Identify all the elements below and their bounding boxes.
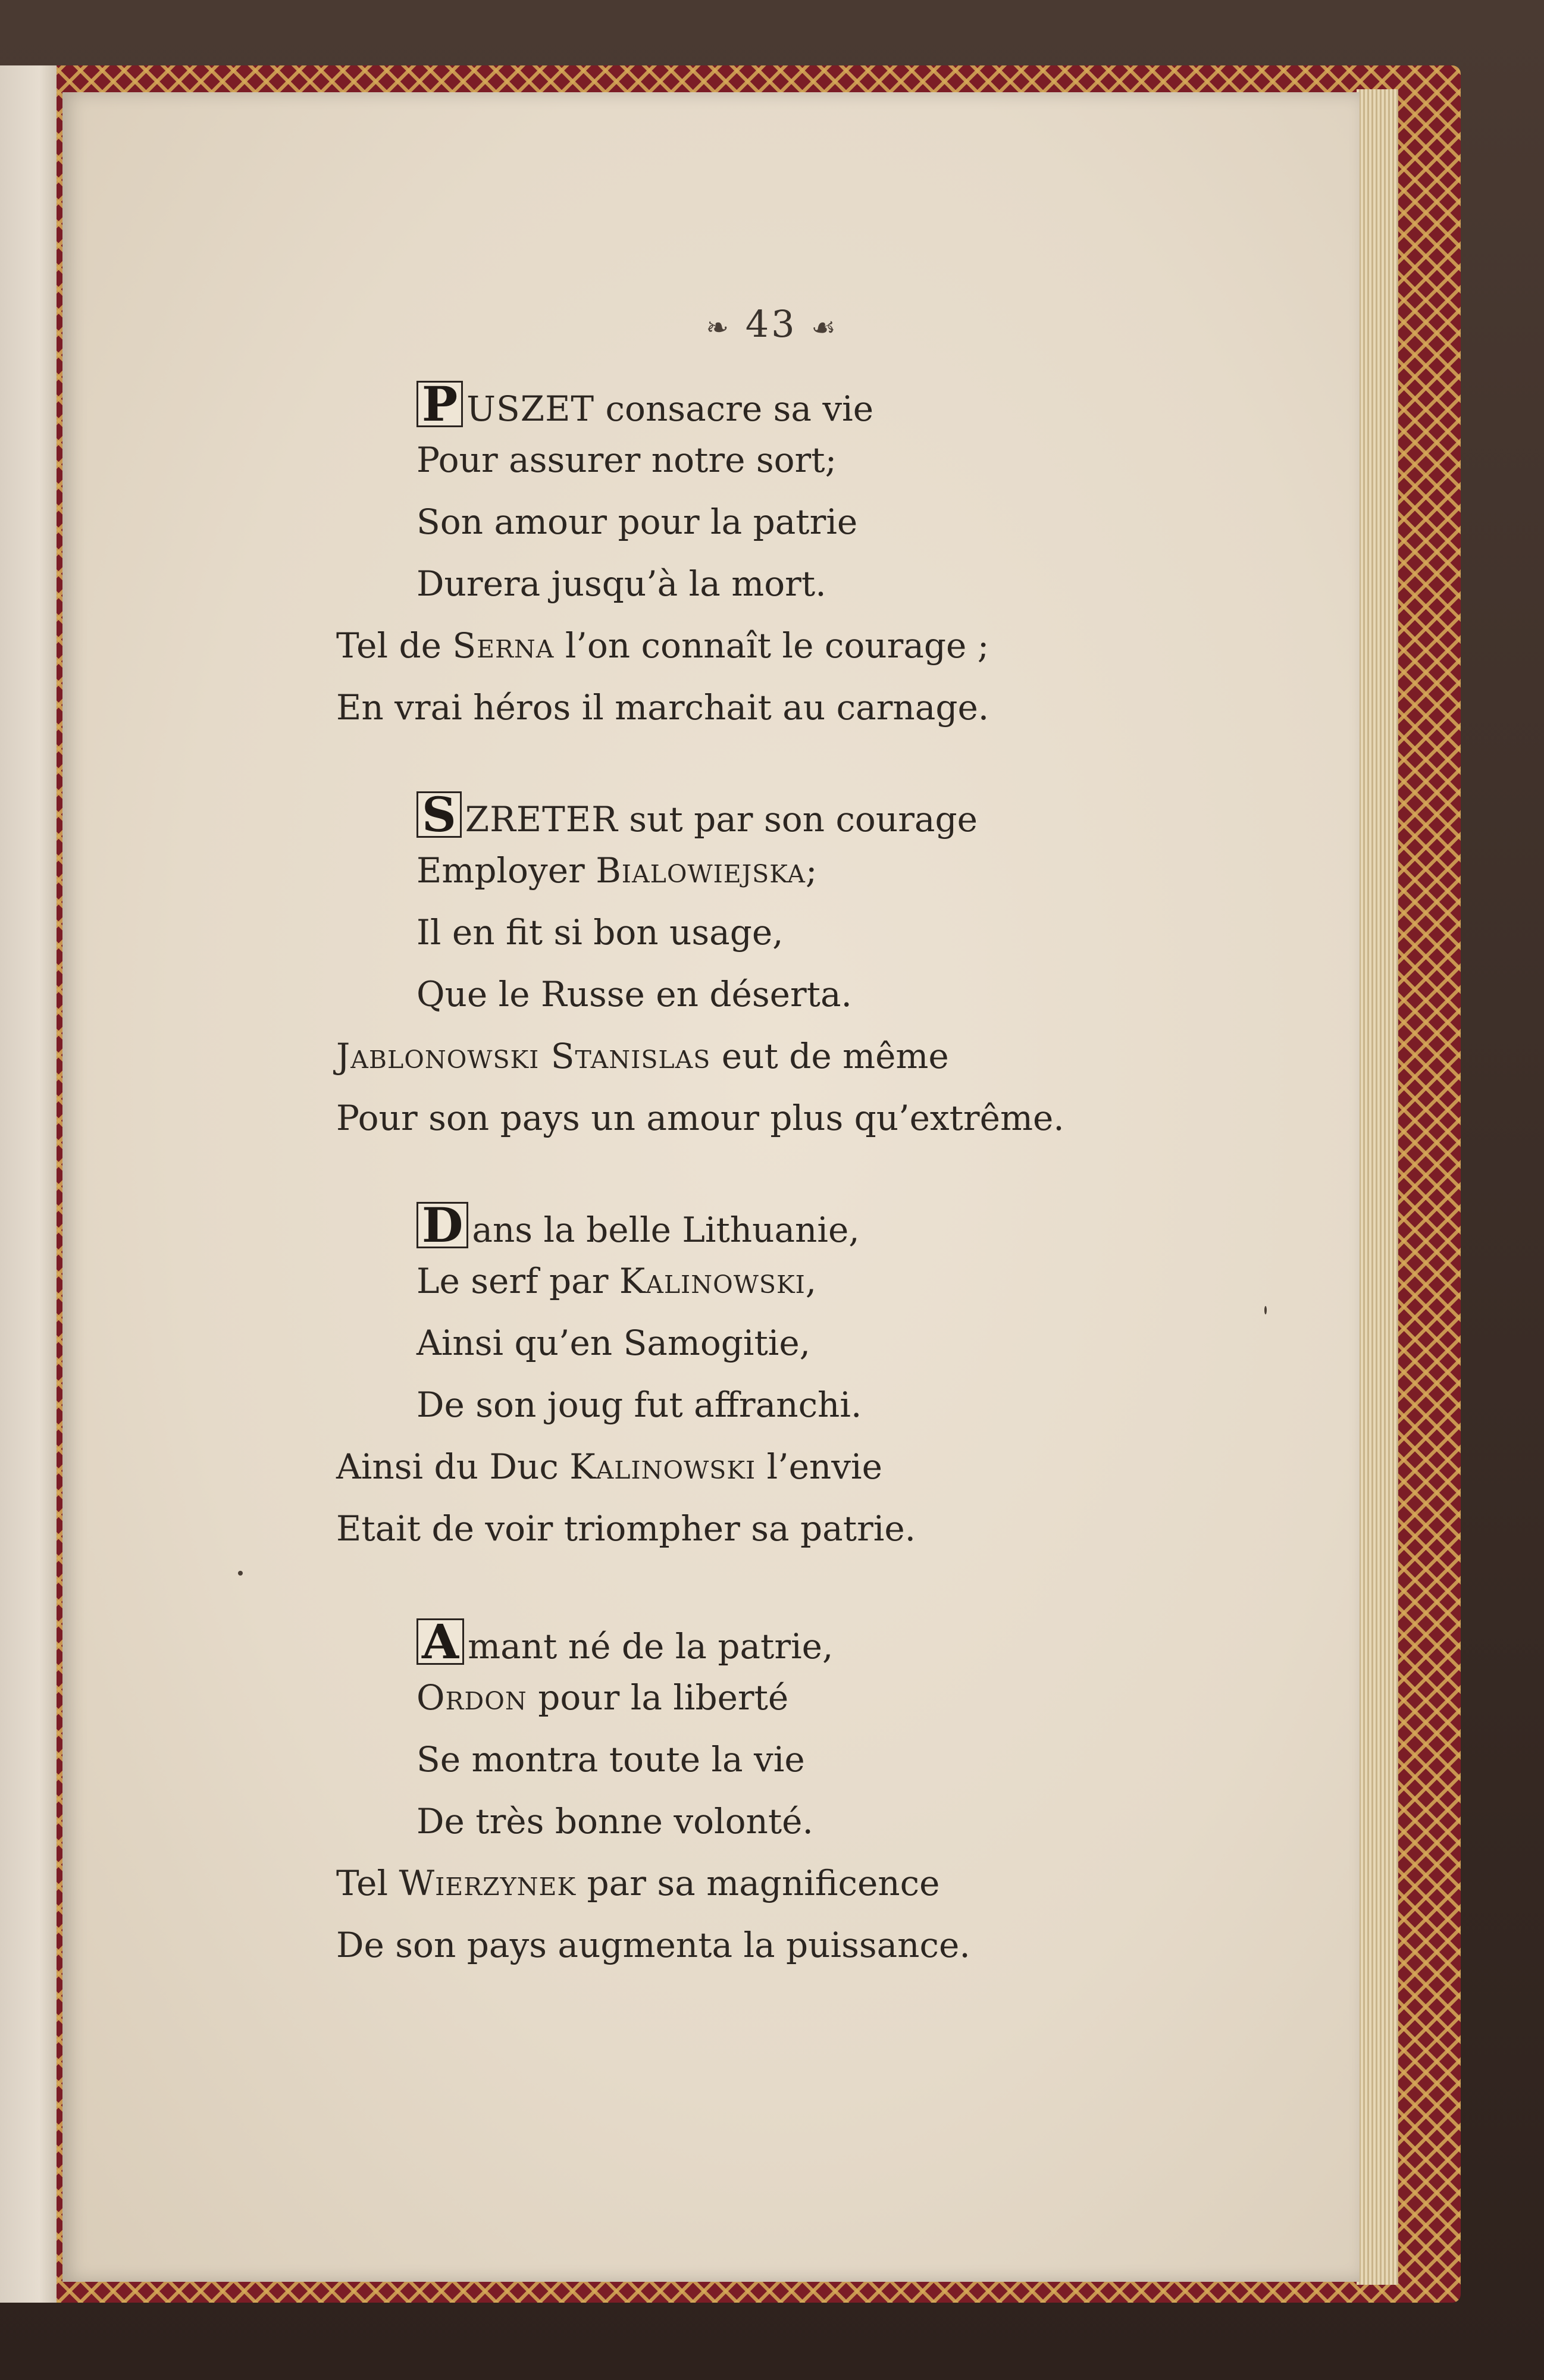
line-text: Pour son pays un amour plus qu’extrême. xyxy=(336,1098,1064,1138)
line-text: ; xyxy=(805,850,818,891)
poem-line xyxy=(416,1801,813,1842)
proper-name: Jablonowski Stanislas xyxy=(336,1036,711,1076)
drop-cap-initial: P xyxy=(416,381,463,427)
poem-line xyxy=(416,502,858,542)
line-text: De son pays augmenta la puissance. xyxy=(336,1925,970,1965)
poem-line xyxy=(416,563,826,604)
line-text: eut de même xyxy=(710,1036,949,1076)
poem-line xyxy=(416,1739,805,1780)
line-text: l’on connaît le courage ; xyxy=(554,625,989,666)
poem-line xyxy=(416,1677,789,1718)
poem-line xyxy=(416,974,852,1014)
drop-cap-initial: S xyxy=(416,791,462,838)
proper-name: Ordon xyxy=(416,1677,527,1718)
line-text: Que le Russe en déserta. xyxy=(416,974,852,1014)
proper-name: ZRETER xyxy=(465,799,618,840)
page-number: 43 xyxy=(745,302,797,346)
line-text: consacre sa vie xyxy=(594,389,874,429)
left-ornament-icon: ❧ xyxy=(706,311,731,343)
paper-speck xyxy=(238,1571,243,1576)
line-text: De très bonne volonté. xyxy=(416,1801,813,1842)
line-text: En vrai héros il marchait au carnage. xyxy=(336,687,989,728)
poem-line xyxy=(336,1446,882,1487)
line-text: l’envie xyxy=(756,1446,882,1487)
page-block-edge xyxy=(1357,89,1398,2285)
line-text: ans la belle Lithuanie, xyxy=(472,1210,860,1250)
line-text: , xyxy=(805,1261,817,1301)
paper-speck xyxy=(1264,1306,1267,1314)
poem-line xyxy=(336,1098,1064,1138)
line-text: mant né de la patrie, xyxy=(468,1626,834,1667)
poem-line xyxy=(336,1036,949,1076)
line-text: Son amour pour la patrie xyxy=(416,502,858,542)
poem-line xyxy=(416,1614,834,1670)
page-header xyxy=(0,302,1544,346)
line-text: De son joug fut affranchi. xyxy=(416,1385,862,1425)
line-text: Il en fit si bon usage, xyxy=(416,912,784,953)
poem-line xyxy=(416,1385,862,1425)
poem-line xyxy=(416,850,818,891)
proper-name: USZET xyxy=(466,389,595,429)
poem-line xyxy=(416,376,874,432)
line-text: Durera jusqu’à la mort. xyxy=(416,563,826,604)
poem-line xyxy=(336,625,989,666)
poem-line xyxy=(336,1508,916,1549)
poem-line xyxy=(336,687,989,728)
line-text: Tel xyxy=(336,1863,399,1903)
line-text: Pour assurer notre sort; xyxy=(416,440,837,480)
proper-name: Kalinowski xyxy=(619,1261,806,1301)
line-text: Ainsi qu’en Samogitie, xyxy=(416,1323,811,1363)
line-text: par sa magnificence xyxy=(576,1863,940,1903)
poem-line xyxy=(416,1261,817,1301)
poem-line xyxy=(336,1863,940,1903)
line-text: Ainsi du Duc xyxy=(336,1446,570,1487)
proper-name: Bialowiejska xyxy=(596,850,806,891)
line-text: sut par son courage xyxy=(618,799,978,840)
line-text: Employer xyxy=(416,850,596,891)
poem-line xyxy=(416,1323,811,1363)
line-text: pour la liberté xyxy=(527,1677,789,1718)
poem-line xyxy=(416,440,837,480)
proper-name: Wierzynek xyxy=(399,1863,577,1903)
line-text: Tel de xyxy=(336,625,453,666)
line-text: Le serf par xyxy=(416,1261,619,1301)
poem-line xyxy=(416,912,784,953)
drop-cap-initial: A xyxy=(416,1618,464,1665)
poem-line xyxy=(416,1197,860,1253)
proper-name: Serna xyxy=(452,625,555,666)
line-text: Etait de voir triompher sa patrie. xyxy=(336,1508,916,1549)
right-ornament-icon: ☙ xyxy=(811,311,838,343)
previous-page-edge xyxy=(0,65,58,2303)
drop-cap-initial: D xyxy=(416,1202,468,1248)
line-text: Se montra toute la vie xyxy=(416,1739,805,1780)
poem-line xyxy=(416,787,978,843)
poem-line xyxy=(336,1925,970,1965)
proper-name: Kalinowski xyxy=(569,1446,756,1487)
